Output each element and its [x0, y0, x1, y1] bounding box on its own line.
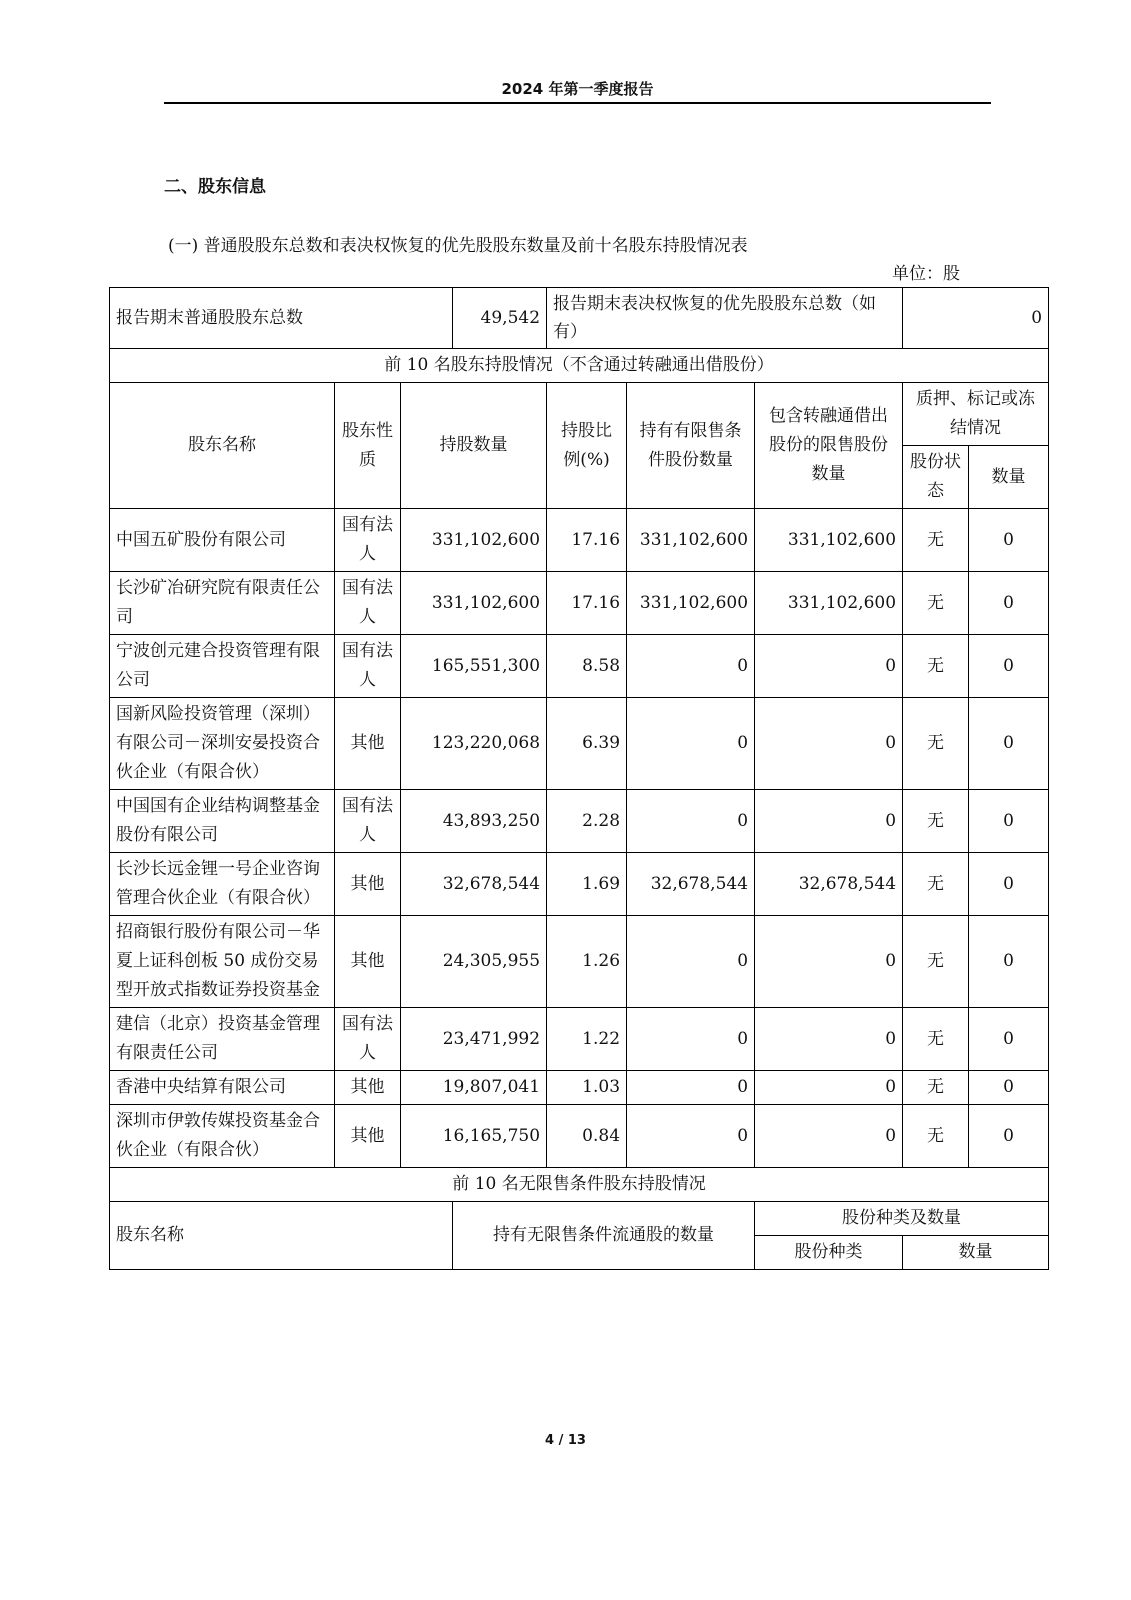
cell-nature: 国有法人 [335, 572, 401, 635]
cell-shares: 23,471,992 [401, 1008, 547, 1071]
table-row [110, 853, 1049, 916]
unit-label: 单位：股 [892, 264, 960, 284]
cell-status: 无 [903, 916, 969, 1008]
header-ratio: 持股比例(%) [547, 383, 627, 509]
cell-shares: 331,102,600 [401, 509, 547, 572]
unrestricted-title-row [110, 1168, 1049, 1202]
table-row [110, 916, 1049, 1008]
cell-name: 中国五矿股份有限公司 [110, 509, 335, 572]
cell-restricted: 0 [627, 635, 755, 698]
cell-qty: 0 [969, 853, 1049, 916]
cell-nature: 其他 [335, 916, 401, 1008]
cell-name: 中国国有企业结构调整基金股份有限公司 [110, 790, 335, 853]
unrestricted-header-row [110, 1202, 1049, 1236]
cell-lent: 0 [755, 1008, 903, 1071]
cell-nature: 国有法人 [335, 1008, 401, 1071]
cell-ratio: 2.28 [547, 790, 627, 853]
cell-name: 国新风险投资管理（深圳）有限公司－深圳安晏投资合伙企业（有限合伙） [110, 698, 335, 790]
cell-name: 长沙长远金锂一号企业咨询管理合伙企业（有限合伙） [110, 853, 335, 916]
cell-status: 无 [903, 698, 969, 790]
unrestricted-header-type: 股份种类 [755, 1236, 903, 1270]
cell-status: 无 [903, 790, 969, 853]
header-restricted: 持有有限售条件股份数量 [627, 383, 755, 509]
cell-nature: 其他 [335, 853, 401, 916]
cell-name: 建信（北京）投资基金管理有限责任公司 [110, 1008, 335, 1071]
page-header-title: 2024 年第一季度报告 [501, 80, 654, 98]
cell-nature: 其他 [335, 1105, 401, 1168]
cell-shares: 43,893,250 [401, 790, 547, 853]
cell-name: 宁波创元建合投资管理有限公司 [110, 635, 335, 698]
cell-status: 无 [903, 1105, 969, 1168]
cell-ratio: 6.39 [547, 698, 627, 790]
cell-ratio: 0.84 [547, 1105, 627, 1168]
top10-header-row [110, 383, 1049, 446]
unrestricted-header-count: 持有无限售条件流通股的数量 [453, 1202, 755, 1270]
total-holders-value: 49,542 [453, 288, 547, 349]
cell-qty: 0 [969, 698, 1049, 790]
page-number: 4 / 13 [545, 1433, 586, 1448]
header-status: 股份状态 [903, 446, 969, 509]
cell-shares: 165,551,300 [401, 635, 547, 698]
shareholder-table [109, 287, 1049, 1270]
table-row [110, 1105, 1049, 1168]
cell-ratio: 1.69 [547, 853, 627, 916]
cell-qty: 0 [969, 635, 1049, 698]
cell-shares: 16,165,750 [401, 1105, 547, 1168]
header-qty: 数量 [969, 446, 1049, 509]
header-pledge: 质押、标记或冻结情况 [903, 383, 1049, 446]
cell-ratio: 1.26 [547, 916, 627, 1008]
cell-lent: 0 [755, 1105, 903, 1168]
unrestricted-title: 前 10 名无限售条件股东持股情况 [110, 1168, 1049, 1202]
total-holders-label: 报告期末普通股股东总数 [110, 288, 453, 349]
cell-restricted: 331,102,600 [627, 509, 755, 572]
table-row [110, 1008, 1049, 1071]
header-shares: 持股数量 [401, 383, 547, 509]
cell-status: 无 [903, 572, 969, 635]
header-name: 股东名称 [110, 383, 335, 509]
cell-ratio: 17.16 [547, 509, 627, 572]
top10-title-row [110, 349, 1049, 383]
cell-restricted: 0 [627, 1105, 755, 1168]
cell-ratio: 17.16 [547, 572, 627, 635]
table-row [110, 698, 1049, 790]
header-nature: 股东性质 [335, 383, 401, 509]
cell-restricted: 331,102,600 [627, 572, 755, 635]
summary-row [110, 288, 1049, 349]
top10-title: 前 10 名股东持股情况（不含通过转融通出借股份） [110, 349, 1049, 383]
cell-lent: 0 [755, 790, 903, 853]
cell-restricted: 0 [627, 1008, 755, 1071]
cell-nature: 国有法人 [335, 635, 401, 698]
cell-shares: 331,102,600 [401, 572, 547, 635]
cell-restricted: 0 [627, 698, 755, 790]
cell-restricted: 0 [627, 790, 755, 853]
cell-nature: 其他 [335, 698, 401, 790]
cell-lent: 0 [755, 635, 903, 698]
cell-name: 长沙矿冶研究院有限责任公司 [110, 572, 335, 635]
cell-name: 招商银行股份有限公司－华夏上证科创板 50 成份交易型开放式指数证券投资基金 [110, 916, 335, 1008]
unrestricted-header-type-group: 股份种类及数量 [755, 1202, 1049, 1236]
cell-lent: 331,102,600 [755, 509, 903, 572]
cell-qty: 0 [969, 916, 1049, 1008]
cell-ratio: 1.03 [547, 1071, 627, 1105]
header-rule [164, 102, 991, 104]
table-row [110, 572, 1049, 635]
cell-name: 香港中央结算有限公司 [110, 1071, 335, 1105]
cell-restricted: 0 [627, 1071, 755, 1105]
cell-status: 无 [903, 509, 969, 572]
section-title: 二、股东信息 [164, 177, 266, 197]
cell-lent: 0 [755, 698, 903, 790]
cell-qty: 0 [969, 1105, 1049, 1168]
cell-qty: 0 [969, 572, 1049, 635]
cell-name: 深圳市伊敦传媒投资基金合伙企业（有限合伙） [110, 1105, 335, 1168]
cell-restricted: 0 [627, 916, 755, 1008]
cell-nature: 其他 [335, 1071, 401, 1105]
top10-rows [110, 509, 1049, 1168]
cell-shares: 32,678,544 [401, 853, 547, 916]
cell-nature: 国有法人 [335, 509, 401, 572]
cell-shares: 24,305,955 [401, 916, 547, 1008]
cell-status: 无 [903, 1071, 969, 1105]
cell-qty: 0 [969, 790, 1049, 853]
header-lent: 包含转融通借出股份的限售股份数量 [755, 383, 903, 509]
cell-status: 无 [903, 1008, 969, 1071]
cell-lent: 0 [755, 1071, 903, 1105]
cell-lent: 331,102,600 [755, 572, 903, 635]
cell-lent: 32,678,544 [755, 853, 903, 916]
table-row [110, 1071, 1049, 1105]
table-row [110, 509, 1049, 572]
cell-ratio: 8.58 [547, 635, 627, 698]
preferred-holders-value: 0 [903, 288, 1049, 349]
cell-status: 无 [903, 635, 969, 698]
cell-status: 无 [903, 853, 969, 916]
cell-nature: 国有法人 [335, 790, 401, 853]
unrestricted-header-qty: 数量 [903, 1236, 1049, 1270]
subsection-title: (一) 普通股股东总数和表决权恢复的优先股股东数量及前十名股东持股情况表 [168, 236, 748, 256]
table-row [110, 790, 1049, 853]
cell-restricted: 32,678,544 [627, 853, 755, 916]
cell-qty: 0 [969, 1008, 1049, 1071]
table-row [110, 635, 1049, 698]
unrestricted-header-name: 股东名称 [110, 1202, 453, 1270]
cell-lent: 0 [755, 916, 903, 1008]
cell-shares: 123,220,068 [401, 698, 547, 790]
cell-ratio: 1.22 [547, 1008, 627, 1071]
cell-shares: 19,807,041 [401, 1071, 547, 1105]
cell-qty: 0 [969, 509, 1049, 572]
preferred-holders-label: 报告期末表决权恢复的优先股股东总数（如有） [547, 288, 903, 349]
cell-qty: 0 [969, 1071, 1049, 1105]
